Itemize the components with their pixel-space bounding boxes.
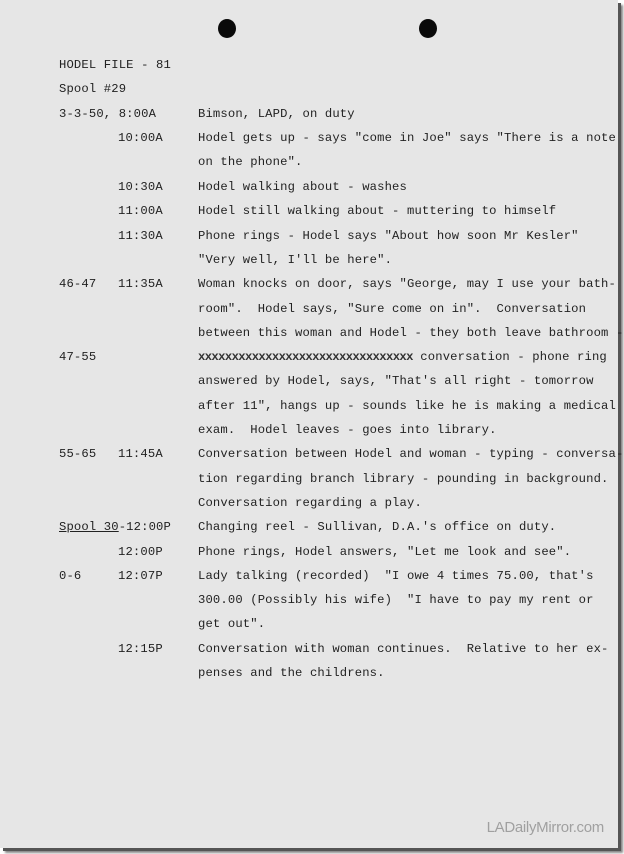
struck-out-text: xxxxxxxxxxxxxxxxxxxxxxxxxxxxxxxx — [198, 350, 413, 364]
entry-text: 300.00 (Possibly his wife) "I have to pay my rent or — [198, 593, 594, 607]
entry-text: on the phone". — [198, 155, 303, 169]
entry-text: Bimson, LAPD, on duty — [198, 107, 355, 121]
entry-text: Phone rings, Hodel answers, "Let me look and see". — [198, 545, 572, 559]
entry-time: 10:30A — [118, 180, 163, 194]
entry-text: "Very well, I'll be here". — [198, 253, 393, 267]
entry-text: Changing reel - Sullivan, D.A.'s office on duty. — [198, 520, 557, 534]
punch-hole-right-icon — [419, 19, 437, 38]
entry-text: answered by Hodel, says, "That's all right - tomorrow — [198, 374, 594, 388]
entry-text: exam. Hodel leaves - goes into library. — [198, 423, 497, 437]
entry-text: tion regarding branch library - pounding in background. — [198, 472, 609, 486]
entry-text: Conversation with woman continues. Relative to her ex- — [198, 642, 609, 656]
entry-text: Woman knocks on door, says "George, may I use your bath- — [198, 277, 616, 291]
entry-ref: 55-65 — [59, 447, 97, 461]
entry-text: get out". — [198, 617, 266, 631]
entry-ref: 47-55 — [59, 350, 97, 364]
entry-time: 11:35A — [118, 277, 163, 291]
entry-text: Hodel gets up - says "come in Joe" says "There is a note — [198, 131, 616, 145]
punch-hole-left-icon — [218, 19, 236, 38]
entry-ref: -12:00P — [118, 520, 171, 534]
entry-time: 10:00A — [118, 131, 163, 145]
entry-text: penses and the childrens. — [198, 666, 385, 680]
document-title: HODEL FILE - 81 — [59, 58, 171, 72]
entry-text: Conversation between Hodel and woman - typing - conversa- — [198, 447, 624, 461]
entry-time: 11:30A — [118, 229, 163, 243]
entry-text: Conversation regarding a play. — [198, 496, 422, 510]
entry-text: conversation - phone ring — [412, 350, 607, 364]
spool-change-ref — [59, 520, 171, 534]
entry-ref: 46-47 — [59, 277, 97, 291]
entry-time: 12:00P — [118, 545, 163, 559]
entry-text: Hodel still walking about - muttering to himself — [198, 204, 557, 218]
spool-30-label: Spool 30 — [59, 520, 119, 534]
entry-text: between this woman and Hodel - they both leave bathroom - — [198, 326, 624, 340]
entry-time: 12:15P — [118, 642, 163, 656]
entry-ref: 0-6 — [59, 569, 82, 583]
entry-text: room". Hodel says, "Sure come on in". Conversation — [198, 302, 587, 316]
entry-time: 12:07P — [118, 569, 163, 583]
entry-time: 11:45A — [118, 447, 163, 461]
entry-text: Lady talking (recorded) "I owe 4 times 75.00, that's — [198, 569, 594, 583]
watermark: LADailyMirror.com — [486, 819, 604, 836]
entry-text: after 11", hangs up - sounds like he is making a medical — [198, 399, 616, 413]
spool-label: Spool #29 — [59, 82, 127, 96]
entry-text: Hodel walking about - washes — [198, 180, 407, 194]
entry-ref: 3-3-50, 8:00A — [59, 107, 157, 121]
entry-text: Phone rings - Hodel says "About how soon Mr Kesler" — [198, 229, 579, 243]
entry-time: 11:00A — [118, 204, 163, 218]
entry-text-with-strikeout — [198, 350, 607, 364]
